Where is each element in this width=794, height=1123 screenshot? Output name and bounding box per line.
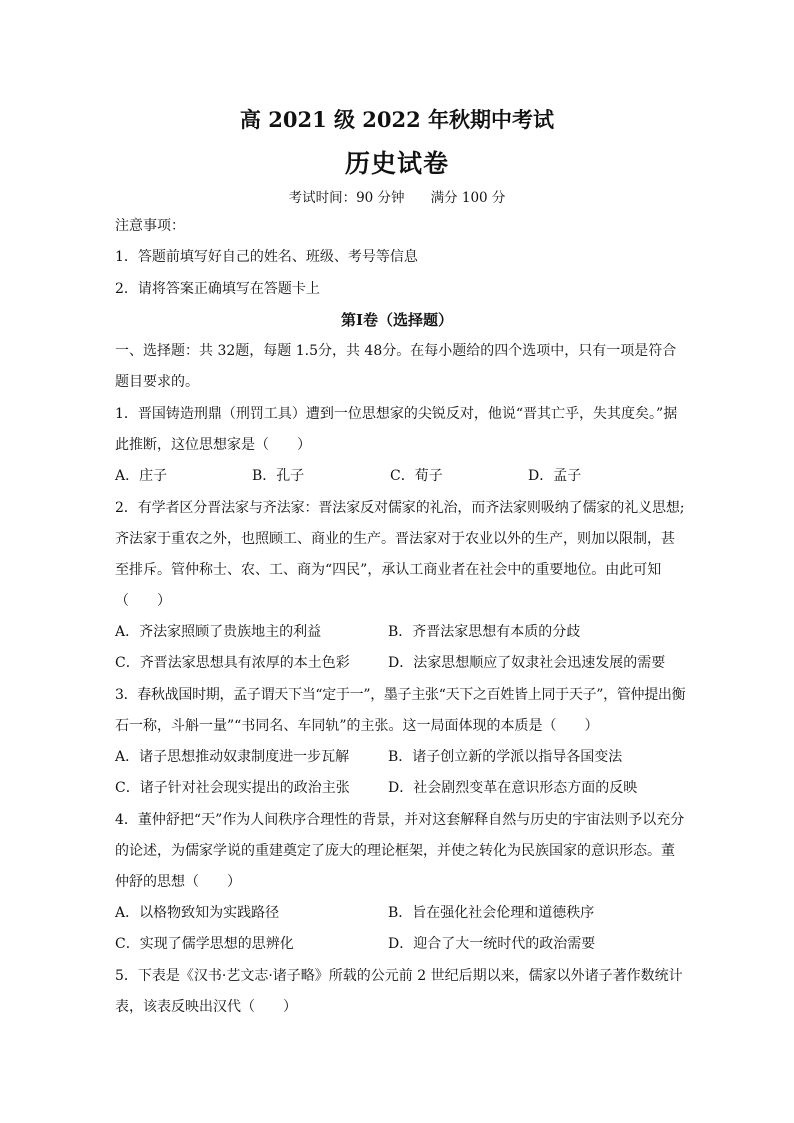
option-b: B．旨在强化社会伦理和道德秩序 (388, 905, 595, 921)
option-a: A．庄子 (115, 468, 168, 484)
notes-item: 2．请将答案正确填写在答题卡上 (115, 281, 320, 297)
exam-time: 考试时间：90 分钟 (288, 190, 405, 206)
notes-item: 1．答题前填写好自己的姓名、班级、考号等信息 (115, 249, 418, 265)
option-d: D．法家思想顺应了奴隶社会迅速发展的需要 (388, 655, 666, 671)
question-text: 齐法家于重农之外，也照顾工、商业的生产。晋法家对于农业以外的生产，则加以限制，甚 (115, 531, 675, 547)
option-d: D．迎合了大一统时代的政治需要 (388, 936, 596, 952)
question-text: 1．晋国铸造刑鼎（刑罚工具）遭到一位思想家的尖锐反对，他说“晋其亡乎，失其度矣。”据 (115, 406, 678, 422)
option-b: B．诸子创立新的学派以指导各国变法 (388, 749, 623, 765)
option-d: D．孟子 (528, 468, 582, 484)
question-text: （ ） (115, 593, 171, 609)
option-a: A．齐法家照顾了贵族地主的利益 (115, 624, 322, 640)
option-b: B．孔子 (252, 468, 305, 484)
exam-score: 满分 100 分 (430, 190, 506, 206)
question-text: 至排斥。管仲称士、农、工、商为“四民”，承认工商业者在社会中的重要地位。由此可知 (115, 562, 662, 578)
question-text: 的论述，为儒家学说的重建奠定了庞大的理论框架，并使之转化为民族国家的意识形态。董 (115, 843, 675, 859)
exam-subtitle: 历史试卷 (344, 149, 449, 178)
question-text: 此推断，这位思想家是（ ） (115, 437, 311, 453)
section-instruction: 一、选择题：共 32题，每题 1.5分，共 48分。在每小题给的四个选项中，只有一项是符合 (115, 343, 677, 359)
notes-heading: 注意事项： (115, 218, 185, 234)
option-b: B．齐晋法家思想有本质的分歧 (388, 624, 581, 640)
option-c: C．诸子针对社会现实提出的政治主张 (115, 780, 350, 796)
question-text: 4．董仲舒把“天”作为人间秩序合理性的背景，并对这套解释自然与历史的宇宙法则予以充分 (115, 812, 685, 828)
section-instruction: 题目要求的。 (115, 374, 199, 390)
option-d: D．社会剧烈变革在意识形态方面的反映 (388, 780, 638, 796)
option-a: A．以格物致知为实践路径 (115, 905, 280, 921)
question-text: 表，该表反映出汉代（ ） (115, 999, 297, 1015)
question-text: 3．春秋战国时期，孟子谓天下当“定于一”，墨子主张“天下之百姓皆上同于天子”，管仲提出衡 (115, 687, 686, 703)
option-a: A．诸子思想推动奴隶制度进一步瓦解 (115, 749, 350, 765)
option-c: C．齐晋法家思想具有浓厚的本土色彩 (115, 655, 350, 671)
question-text: 石一称，斗斛一量”“书同名、车同轨”的主张。这一局面体现的本质是（ ） (115, 718, 599, 734)
exam-title: 高 2021 级 2022 年秋期中考试 (239, 107, 555, 132)
exam-meta (0, 186, 794, 206)
question-text: 仲舒的思想（ ） (115, 874, 241, 890)
option-c: C．实现了儒学思想的思辨化 (115, 936, 294, 952)
option-c: C．荀子 (390, 468, 443, 484)
section-title: 第Ⅰ卷（选择题） (340, 311, 454, 329)
question-text: 2．有学者区分晋法家与齐法家：晋法家反对儒家的礼治，而齐法家则吸纳了儒家的礼义思想; (115, 500, 685, 516)
question-text: 5．下表是《汉书·艺文志·诸子略》所载的公元前 2 世纪后期以来，儒家以外诸子著作数统计 (115, 968, 683, 984)
